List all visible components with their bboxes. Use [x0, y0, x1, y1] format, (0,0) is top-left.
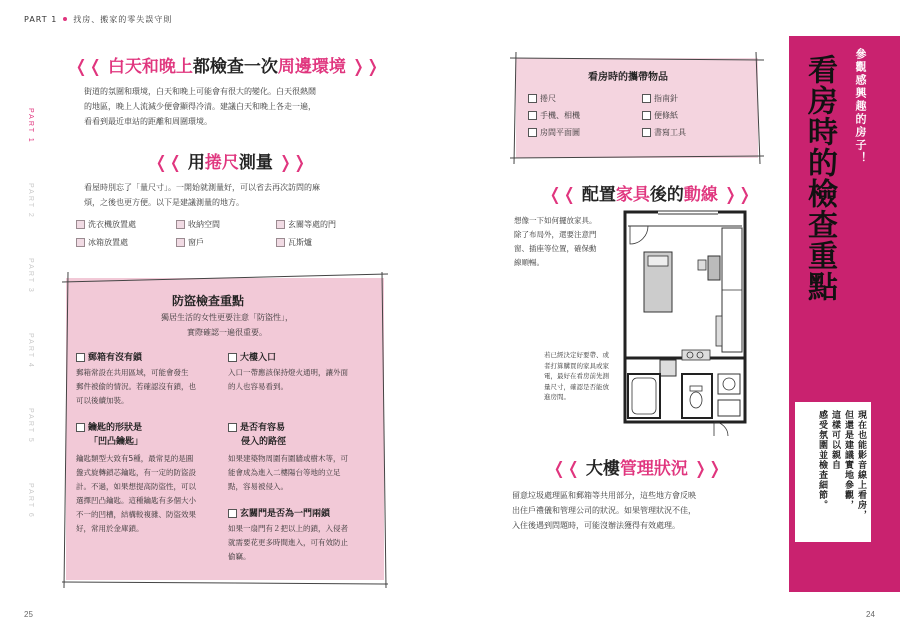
part-tab-3: PART 3 [27, 258, 34, 294]
floor-plan-diagram [622, 208, 752, 440]
measure-item: 冰箱放置處 [76, 237, 128, 249]
security-intro: 獨居生活的女性更要注意「防盜性」， 實際確認一遍很重要。 [161, 313, 293, 337]
checkbox-icon [642, 128, 651, 137]
banner-title: 看房時的檢查重點 [802, 54, 837, 302]
part-tab-5: PART 5 [27, 408, 34, 444]
checkbox-icon [76, 220, 85, 229]
security-item-text: 鑰匙類型大致有5種，最常見的是圓 盤式旋轉鎖芯鑰匙，有一定的防盜設 計。不過，如果想提高防盜性，可以 選擇凹凸鑰匙。這種鑰匙有多個大小 不一的凹槽，結構較複雜、防盜效果 好，常用於金庫鎖。 [76, 454, 196, 533]
section-title-measure: ❬❬ 用捲尺測量 ❭❭ [154, 153, 307, 173]
header-dot-icon [63, 17, 67, 21]
header-chapter: 找房、搬家的零失誤守則 [73, 15, 173, 24]
section-title-management: ❬❬ 大樓管理狀況 ❭❭ [552, 459, 722, 479]
carry-title: 看房時的攜帶物品 [588, 72, 668, 83]
checkbox-icon [228, 423, 237, 432]
checkbox-icon [642, 111, 651, 120]
security-title: 防盜檢查重點 [172, 294, 245, 308]
section-text-environment: 街道的氛圍和環境，白天和晚上可能會有很大的變化。白天很熱鬧 的地區，晚上人流減少便會顯得冷清。建議白天和晚上各走一遍， 看看到最近車站的距離和周圍環境。 [84, 87, 316, 126]
security-item-text: 郵箱常設在共用區域，可能會發生 郵件被偷的情況。若確認沒有鎖，也 可以後續加裝。 [76, 368, 196, 405]
banner-note-text: 現在也能影音線上看房， 但還是建議實地參觀， 這樣可以親自 感受氛圍並檢查細節。 [817, 410, 866, 520]
layout-note: 若已經決定好要帶、或 者打算購買的家具或家 電，最好在看房前先測 量尺寸，確認是否能放 進房間。 [544, 351, 609, 401]
checkbox-icon [528, 111, 537, 120]
security-item-title: 大樓入口 [228, 350, 276, 363]
measure-item: 玄關等處的門 [276, 219, 336, 231]
security-item-text: 如果建築物周圍有圍牆或樹木等，可 能會成為進入二樓陽台等地的立足 點，容易被侵入。 [228, 454, 348, 491]
checkbox-icon [76, 423, 85, 432]
checkbox-icon [528, 128, 537, 137]
layout-text: 想像一下如何擺放家具。 除了布局外，還要注意門 窗、插座等位置，確保動 線順暢。 [514, 216, 597, 267]
section-text-measure: 看屋時別忘了「量尺寸」。一開始就測量好，可以省去再次訪問的麻 煩，之後也更方便。以下是建議測量的地方。 [84, 183, 320, 207]
security-item-title-2: 侵入的路徑 [241, 437, 287, 447]
carry-item: 便條紙 [642, 110, 678, 122]
measure-item: 窗戶 [176, 237, 204, 249]
checkbox-icon [76, 238, 85, 247]
management-text: 留意垃圾處理區和郵箱等共用部分，這些地方會反映 出住戶禮儀和管理公司的狀況。如果管理狀況不佳， 入住後遇到問題時，可能沒辦法獲得有效處理。 [512, 491, 696, 530]
measure-item: 瓦斯爐 [276, 237, 312, 249]
part-tab-4: PART 4 [27, 333, 34, 369]
carry-item: 捲尺 [528, 93, 556, 105]
running-header [24, 14, 172, 25]
header-part: PART 1 [24, 15, 58, 24]
carry-item: 指南針 [642, 93, 678, 105]
section-title-environment: ❬❬ 白天和晚上都檢查一次周邊環境 ❭❭ [74, 57, 380, 77]
checkbox-icon [642, 94, 651, 103]
checkbox-icon [228, 509, 237, 518]
security-item-title: 是否有容易 [228, 420, 285, 433]
security-item-text: 如果一扇門有２把以上的鎖，入侵者 就需要花更多時間進入，可有效防止 偷竊。 [228, 524, 348, 561]
measure-item: 收納空間 [176, 219, 220, 231]
banner-subtitle: 參觀感興趣的房子！ [854, 48, 867, 165]
security-item-text: 入口一帶應該保持燈火通明，讓外面 的人也容易看到。 [228, 368, 348, 391]
page-number-left: 25 [24, 610, 33, 619]
checkbox-icon [176, 238, 185, 247]
checkbox-icon [76, 353, 85, 362]
security-item-title: 鑰匙的形狀是 [76, 420, 142, 433]
page-number-right: 24 [866, 610, 875, 619]
section-title-layout: ❬❬ 配置家具後的動線 ❭❭ [548, 185, 752, 205]
part-tab-1: PART 1 [27, 108, 34, 144]
chapter-banner [789, 36, 900, 592]
security-item-title-2: 「凹凸鑰匙」 [89, 437, 144, 447]
part-tab-2: PART 2 [27, 183, 34, 219]
banner-note-box [795, 402, 871, 542]
carry-item: 手機、相機 [528, 110, 580, 122]
part-tab-6: PART 6 [27, 483, 34, 519]
checkbox-icon [276, 220, 285, 229]
checkbox-icon [176, 220, 185, 229]
carry-item: 書寫工具 [642, 127, 686, 139]
checkbox-icon [528, 94, 537, 103]
security-item-title: 郵箱有沒有鎖 [76, 350, 142, 363]
carry-item: 房間平面圖 [528, 127, 580, 139]
security-item-title: 玄關門是否為一門兩鎖 [228, 506, 330, 519]
checkbox-icon [228, 353, 237, 362]
measure-item: 洗衣機放置處 [76, 219, 136, 231]
checkbox-icon [276, 238, 285, 247]
